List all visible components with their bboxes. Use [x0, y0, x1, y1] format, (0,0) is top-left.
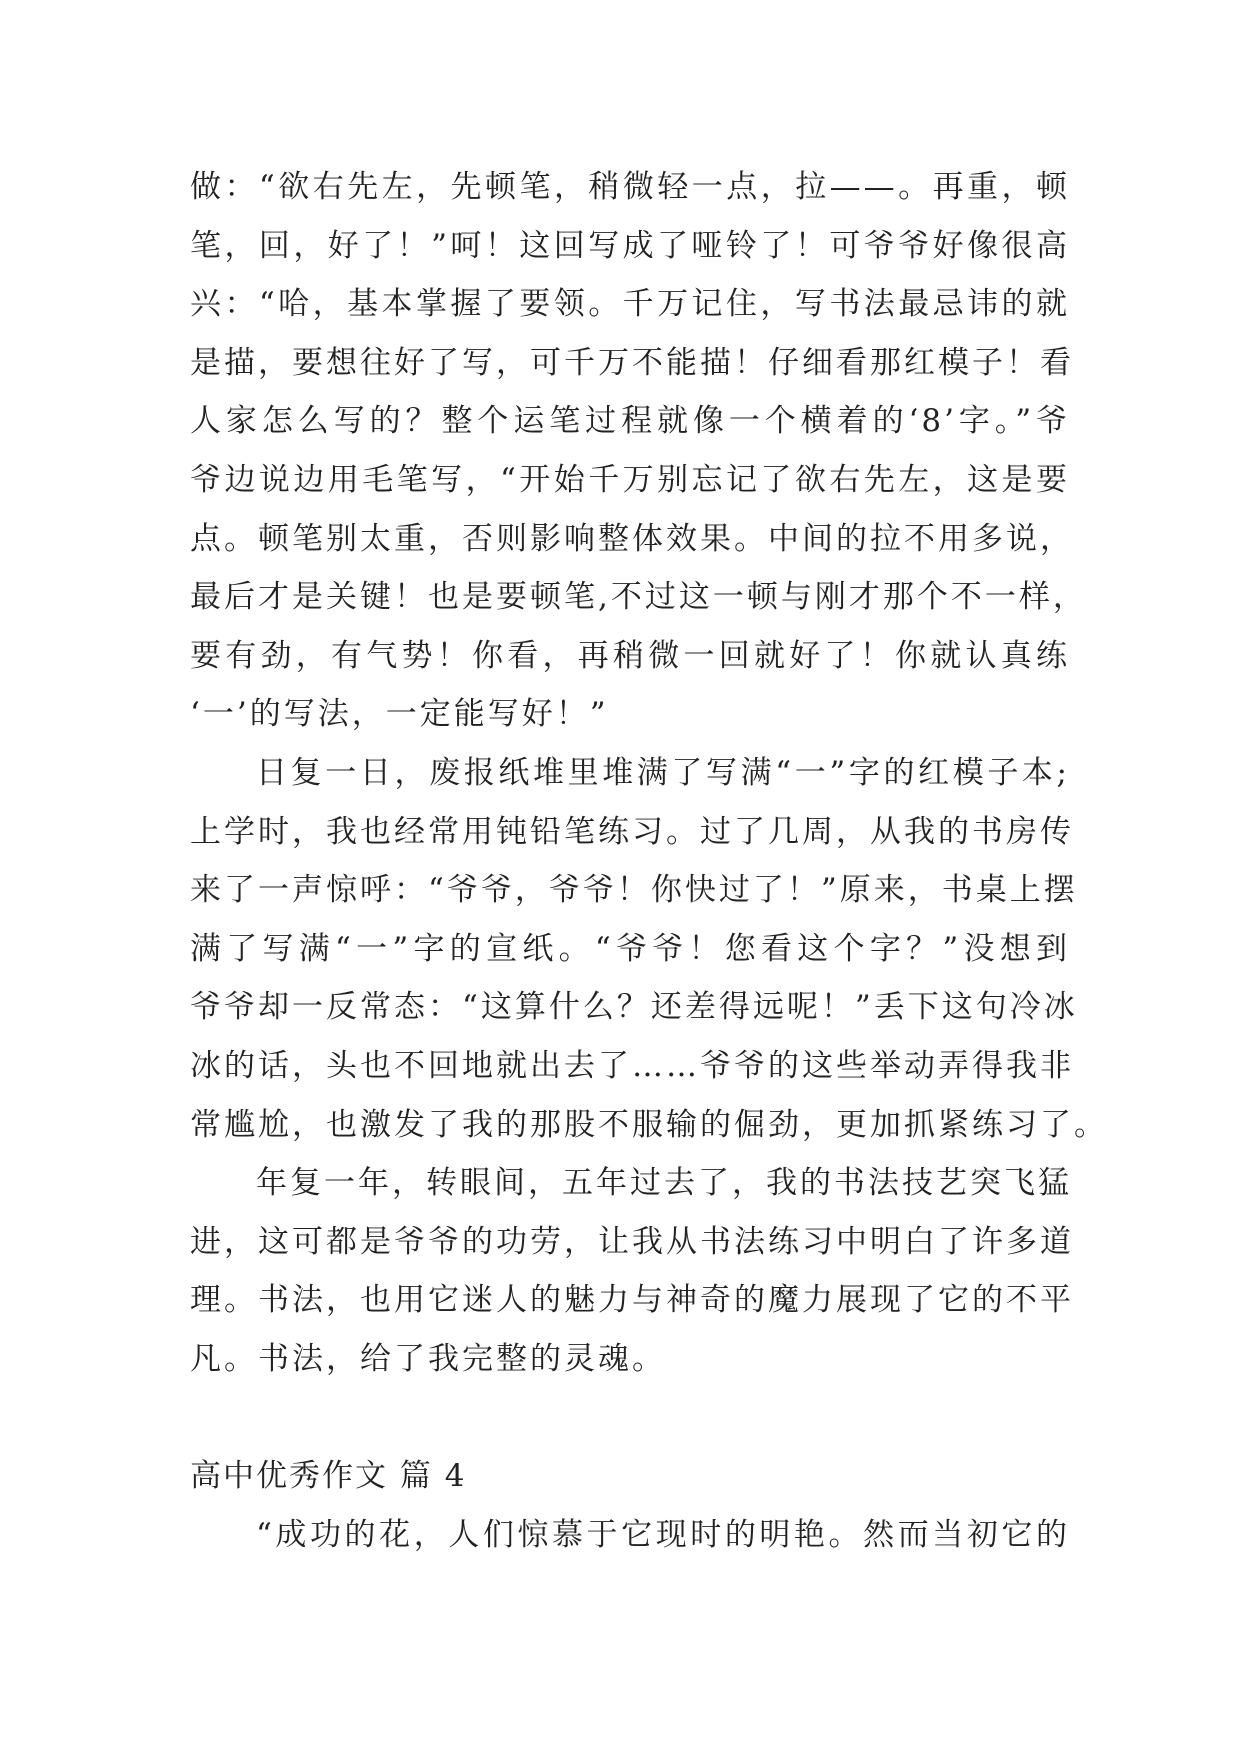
text-line: 爷边说边用毛笔写，“开始千万别忘记了欲右先左，这是要	[190, 461, 1070, 498]
text-line: 爷爷却一反常态：“这算什么？还差得远呢！”丢下这句冷冰	[190, 989, 1078, 1026]
text-line: 笔，回，好了！”呵！这回写成了哑铃了！可爷爷好像很高	[190, 227, 1070, 264]
text-line: 年复一年，转眼间，五年过去了，我的书法技艺突飞猛	[256, 1165, 1072, 1202]
text-line: 点。顿笔别太重，否则影响整体效果。中间的拉不用多说，	[190, 520, 1074, 557]
paragraph-2	[190, 744, 1108, 1154]
text-line: 是描，要想往好了写，可千万不能描！仔细看那红模子！看	[190, 344, 1074, 381]
paragraph-4	[190, 1506, 1070, 1565]
text-line: 常尴尬，也激发了我的那股不服输的倔劲，更加抓紧练习了。	[190, 1106, 1108, 1143]
section-heading: 高中优秀作文 篇 4	[190, 1458, 467, 1495]
text-line: 最后才是关键！也是要顿笔,不过这一顿与刚才那个不一样，	[190, 579, 1087, 616]
text-line: 来了一声惊呼：“爷爷，爷爷！你快过了！”原来，书桌上摆	[190, 872, 1078, 909]
text-line: 日复一日，废报纸堆里堆满了写满“一”字的红模子本;	[256, 754, 1070, 791]
text-line: 满了写满“一”字的宣纸。“爷爷！您看这个字？”没想到	[190, 930, 1070, 967]
text-line: 要有劲，有气势！你看，再稍微一回就好了！你就认真练	[190, 637, 1070, 674]
text-line: ‘一’的写法，一定能写好！”	[190, 696, 609, 733]
essay-body	[190, 158, 1108, 1564]
text-line: 兴：“哈，基本掌握了要领。千万记住，写书法最忌讳的就	[190, 286, 1070, 323]
text-line: 人家怎么写的？整个运笔过程就像一个横着的‘8’字。”爷	[190, 403, 1070, 440]
text-line: 做：“欲右先左，先顿笔，稍微轻一点，拉——。再重，顿	[190, 169, 1070, 205]
text-line: “成功的花，人们惊慕于它现时的明艳。然而当初它的	[256, 1516, 1070, 1553]
text-line: 进，这可都是爷爷的功劳，让我从书法练习中明白了许多道	[190, 1223, 1074, 1260]
text-line: 上学时，我也经常用钝铅笔练习。过了几周，从我的书房传	[190, 813, 1074, 850]
text-line: 冰的话，头也不回地就出去了……爷爷的这些举动弄得我非	[190, 1047, 1074, 1084]
text-line: 凡。书法，给了我完整的灵魂。	[190, 1340, 666, 1377]
section-spacer	[190, 1388, 1070, 1447]
text-line: 理。书法，也用它迷人的魅力与神奇的魔力展现了它的不平	[190, 1282, 1074, 1319]
paragraph-3	[190, 1154, 1074, 1388]
paragraph-1	[190, 158, 1087, 744]
